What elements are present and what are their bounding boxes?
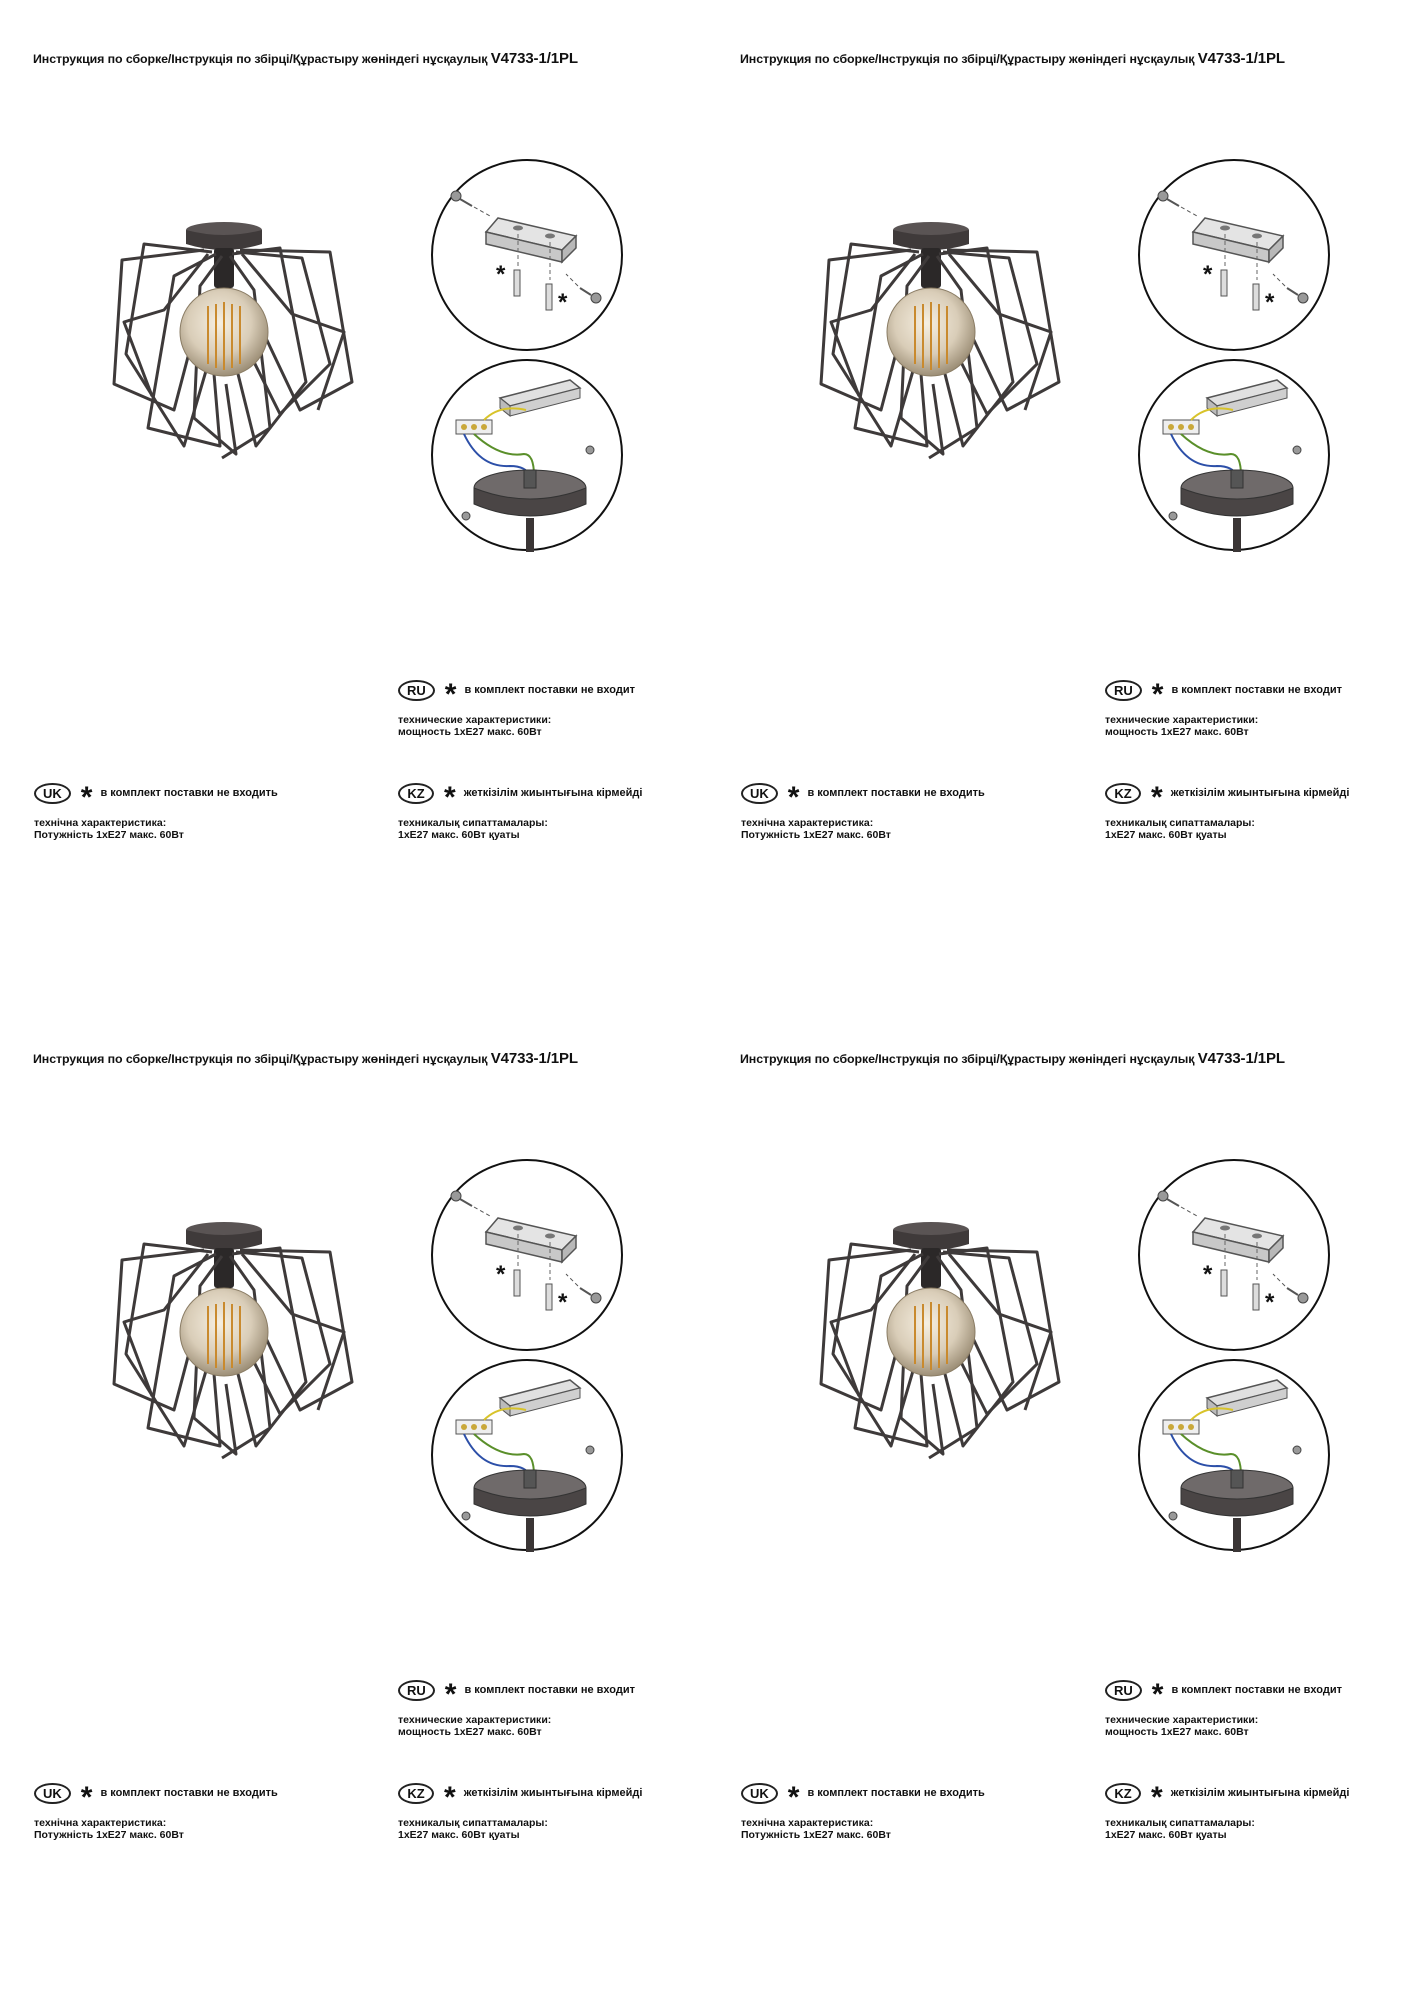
specs-value: мощность 1хЕ27 макс. 60Вт: [398, 726, 542, 738]
language-badge-uk: UK: [34, 1783, 71, 1804]
not-included-note: жеткізілім жиынтығына кірмейді: [463, 1787, 643, 1799]
socket: [214, 1248, 234, 1288]
specs: [34, 1817, 278, 1841]
asterisk-icon: *: [787, 1781, 800, 1814]
specs: [398, 1817, 642, 1841]
lamp-illustration: [811, 1214, 1071, 1482]
asterisk-icon: *: [1151, 678, 1164, 711]
language-badge-uk: UK: [741, 783, 778, 804]
asterisk-icon: *: [444, 678, 457, 711]
specs-title: техникалық сипаттамалары:: [1105, 817, 1255, 829]
not-included-mark: *: [1265, 1289, 1275, 1316]
legend-ru: [398, 1678, 635, 1738]
not-included-mark: *: [496, 261, 506, 288]
specs-value: Потужність 1хЕ27 макс. 60Вт: [34, 829, 184, 841]
lamp-illustration: [104, 214, 364, 482]
asterisk-icon: *: [1151, 1781, 1163, 1814]
not-included-note: в комплект поставки не входить: [807, 787, 985, 799]
not-included-mark: *: [558, 1289, 568, 1316]
asterisk-icon: *: [444, 781, 456, 814]
lamp-illustration: [104, 1214, 364, 1482]
specs: [34, 817, 278, 841]
specs: [398, 1714, 635, 1738]
legend-ru: [1105, 678, 1342, 738]
not-included-note: в комплект поставки не входит: [1171, 1684, 1342, 1696]
specs: [1105, 1817, 1349, 1841]
specs-value: мощность 1хЕ27 макс. 60Вт: [1105, 726, 1249, 738]
not-included-mark: *: [1203, 261, 1213, 288]
not-included-note: в комплект поставки не входить: [100, 787, 278, 799]
asterisk-icon: *: [787, 781, 800, 814]
specs-value: 1хЕ27 макс. 60Вт қуаты: [1105, 829, 1227, 841]
specs-value: Потужність 1хЕ27 макс. 60Вт: [741, 1829, 891, 1841]
specs-title: техникалық сипаттамалары:: [1105, 1817, 1255, 1829]
asterisk-icon: *: [80, 1781, 93, 1814]
legend-ru: [1105, 1678, 1342, 1738]
instruction-sheet: [707, 1000, 1414, 2000]
not-included-mark: *: [558, 289, 568, 316]
socket: [214, 248, 234, 288]
legend-uk: [741, 781, 985, 841]
title-text: Инструкция по сборке/Інструкція по збірці/Құрастыру жөніндегі нұсқаулық: [740, 52, 1195, 66]
language-badge-ru: RU: [398, 1680, 435, 1701]
wiring-detail: [1137, 1358, 1331, 1552]
asterisk-icon: *: [444, 1781, 456, 1814]
specs: [398, 817, 642, 841]
not-included-note: в комплект поставки не входит: [464, 1684, 635, 1696]
wiring-detail: [430, 1358, 624, 1552]
specs-title: техникалық сипаттамалары:: [398, 817, 548, 829]
mounting-bracket-detail: [430, 158, 624, 352]
specs: [741, 1817, 985, 1841]
language-badge-ru: RU: [1105, 680, 1142, 701]
not-included-note: в комплект поставки не входит: [1171, 684, 1342, 696]
specs-value: Потужність 1хЕ27 макс. 60Вт: [741, 829, 891, 841]
title-text: Инструкция по сборке/Інструкція по збірці/Құрастыру жөніндегі нұсқаулық: [740, 1052, 1195, 1066]
sheet-title: [33, 1050, 693, 1067]
socket: [921, 1248, 941, 1288]
not-included-note: жеткізілім жиынтығына кірмейді: [463, 787, 643, 799]
legend-uk: [34, 1781, 278, 1841]
specs-value: Потужність 1хЕ27 макс. 60Вт: [34, 1829, 184, 1841]
terminal-block: [456, 420, 492, 434]
specs-value: 1хЕ27 макс. 60Вт қуаты: [398, 1829, 520, 1841]
mounting-bracket-detail: [1137, 1158, 1331, 1352]
model-number: V4733-1/1PL: [1197, 50, 1285, 67]
asterisk-icon: *: [1151, 781, 1163, 814]
terminal-block: [1163, 1420, 1199, 1434]
specs-title: технические характеристики:: [398, 1714, 552, 1726]
asterisk-icon: *: [80, 781, 93, 814]
legend-ru: [398, 678, 635, 738]
instruction-sheet: [707, 0, 1414, 1000]
wiring-detail: [1137, 358, 1331, 552]
not-included-mark: *: [496, 1261, 506, 1288]
lamp-illustration: [811, 214, 1071, 482]
model-number: V4733-1/1PL: [1197, 1050, 1285, 1067]
legend-kz: [1105, 1781, 1349, 1841]
language-badge-uk: UK: [741, 1783, 778, 1804]
specs: [1105, 1714, 1342, 1738]
asterisk-icon: *: [444, 1678, 457, 1711]
not-included-mark: *: [1265, 289, 1275, 316]
model-number: V4733-1/1PL: [490, 1050, 578, 1067]
language-badge-ru: RU: [1105, 1680, 1142, 1701]
language-badge-ru: RU: [398, 680, 435, 701]
specs-title: технические характеристики:: [1105, 1714, 1259, 1726]
instruction-sheet: [0, 0, 707, 1000]
legend-uk: [34, 781, 278, 841]
specs-value: 1хЕ27 макс. 60Вт қуаты: [1105, 1829, 1227, 1841]
specs-value: 1хЕ27 макс. 60Вт қуаты: [398, 829, 520, 841]
terminal-block: [456, 1420, 492, 1434]
not-included-mark: *: [1203, 1261, 1213, 1288]
mounting-bracket-detail: [430, 1158, 624, 1352]
specs-title: технічна характеристика:: [34, 817, 167, 829]
specs: [1105, 817, 1349, 841]
legend-uk: [741, 1781, 985, 1841]
specs: [398, 714, 635, 738]
language-badge-uk: UK: [34, 783, 71, 804]
sheet-title: [740, 1050, 1400, 1067]
socket: [921, 248, 941, 288]
not-included-note: в комплект поставки не входить: [807, 1787, 985, 1799]
not-included-note: в комплект поставки не входить: [100, 1787, 278, 1799]
specs-title: технічна характеристика:: [741, 1817, 874, 1829]
not-included-note: в комплект поставки не входит: [464, 684, 635, 696]
legend-kz: [1105, 781, 1349, 841]
specs-title: технические характеристики:: [1105, 714, 1259, 726]
language-badge-kz: KZ: [1105, 1783, 1141, 1804]
specs-title: технические характеристики:: [398, 714, 552, 726]
not-included-note: жеткізілім жиынтығына кірмейді: [1170, 1787, 1350, 1799]
specs-title: технічна характеристика:: [34, 1817, 167, 1829]
instruction-sheet: [0, 1000, 707, 2000]
not-included-note: жеткізілім жиынтығына кірмейді: [1170, 787, 1350, 799]
title-text: Инструкция по сборке/Інструкція по збірці/Құрастыру жөніндегі нұсқаулық: [33, 1052, 488, 1066]
legend-kz: [398, 1781, 642, 1841]
specs: [1105, 714, 1342, 738]
language-badge-kz: KZ: [1105, 783, 1141, 804]
sheet-title: [740, 50, 1400, 67]
mounting-bracket-detail: [1137, 158, 1331, 352]
specs: [741, 817, 985, 841]
asterisk-icon: *: [1151, 1678, 1164, 1711]
specs-title: технічна характеристика:: [741, 817, 874, 829]
title-text: Инструкция по сборке/Інструкція по збірці/Құрастыру жөніндегі нұсқаулық: [33, 52, 488, 66]
language-badge-kz: KZ: [398, 783, 434, 804]
model-number: V4733-1/1PL: [490, 50, 578, 67]
wiring-detail: [430, 358, 624, 552]
legend-kz: [398, 781, 642, 841]
specs-value: мощность 1хЕ27 макс. 60Вт: [398, 1726, 542, 1738]
terminal-block: [1163, 420, 1199, 434]
language-badge-kz: KZ: [398, 1783, 434, 1804]
specs-value: мощность 1хЕ27 макс. 60Вт: [1105, 1726, 1249, 1738]
specs-title: техникалық сипаттамалары:: [398, 1817, 548, 1829]
sheet-title: [33, 50, 693, 67]
